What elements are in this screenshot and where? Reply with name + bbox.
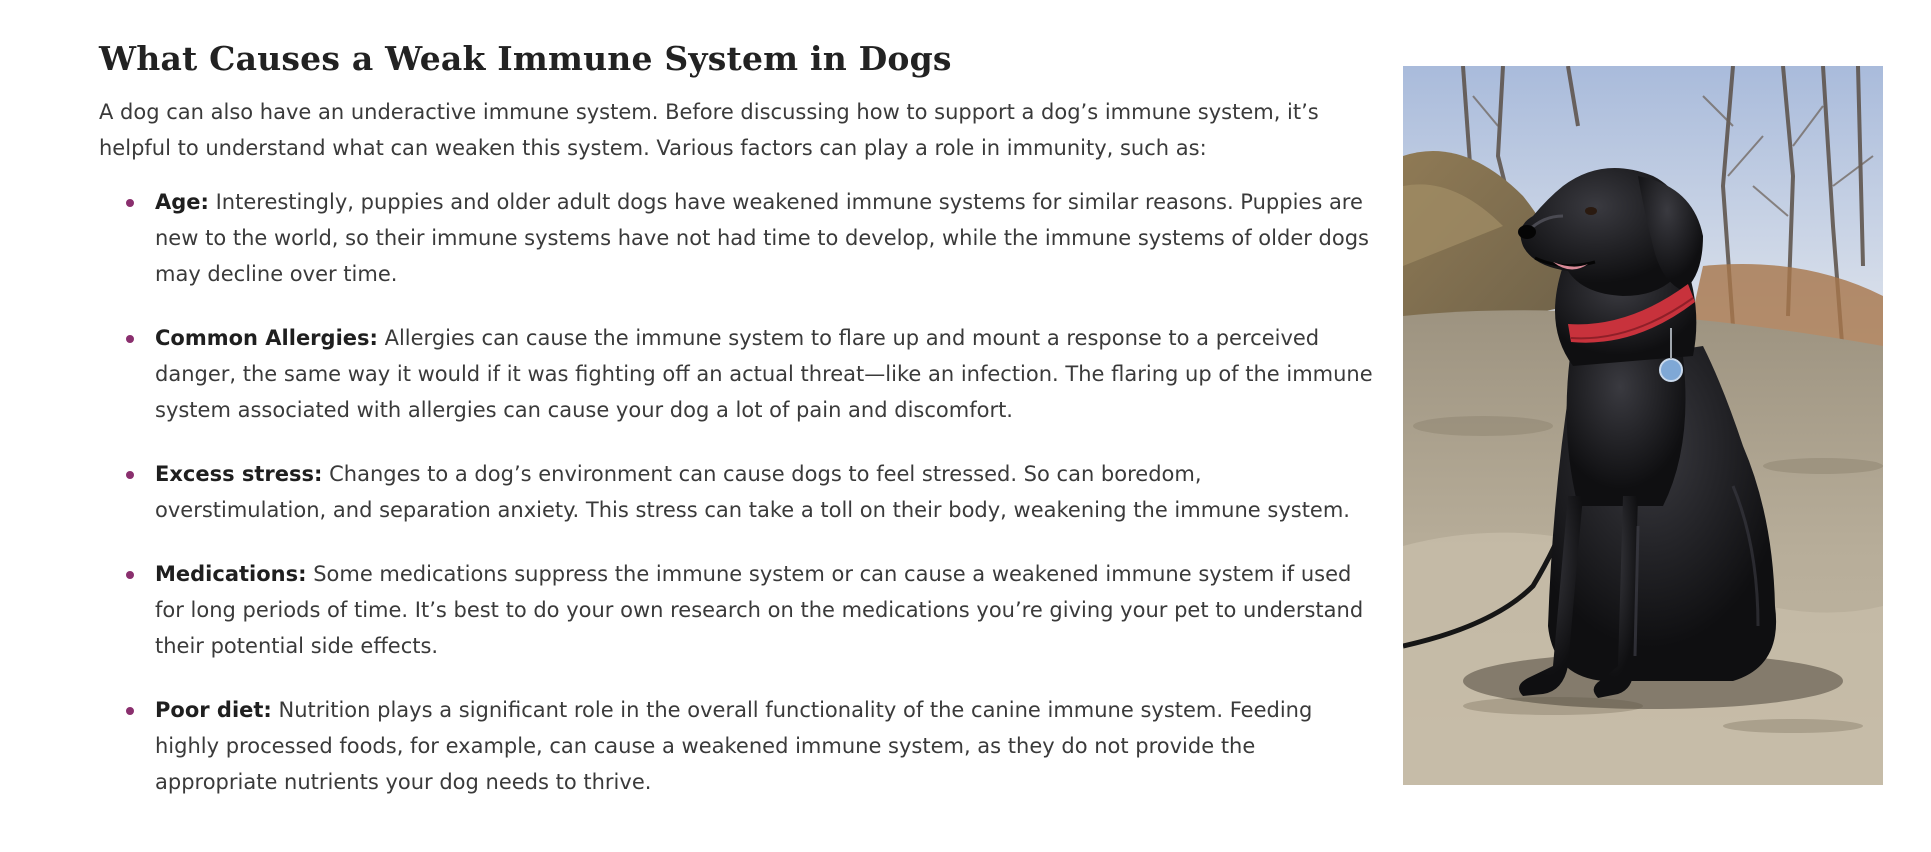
factor-text: Interestingly, puppies and older adult dogs have weakened immune systems for similar reasons. Puppies are new to the world, so their immune systems have not had time to develop, while the immune systems of older dogs may decline over time. xyxy=(155,190,1370,286)
factor-list xyxy=(99,184,1379,800)
factor-name: Common Allergies: xyxy=(155,326,378,350)
factor-name: Poor diet: xyxy=(155,698,272,722)
factor-item-diet xyxy=(99,692,1379,800)
bullet-dot-icon xyxy=(126,471,134,479)
section-heading: What Causes a Weak Immune System in Dogs xyxy=(99,39,952,78)
factor-item-allergies xyxy=(99,320,1379,428)
bullet-dot-icon xyxy=(126,707,134,715)
black-labrador-illustration xyxy=(1403,66,1883,785)
bullet-dot-icon xyxy=(126,571,134,579)
factor-text: Changes to a dog’s environment can cause dogs to feel stressed. So can boredom, overstimulation, and separation anxiety. This stress can take a toll on their body, weakening the immune system. xyxy=(155,462,1350,522)
factor-text: Some medications suppress the immune system or can cause a weakened immune system if used for long periods of time. It’s best to do your own research on the medications you’re giving your pet to understand their potential side effects. xyxy=(155,562,1364,658)
factor-text: Nutrition plays a significant role in the overall functionality of the canine immune system. Feeding highly processed foods, for example, can cause a weakened immune system, as they do not provide the appropriate nutrients your dog needs to thrive. xyxy=(155,698,1313,794)
factor-name: Medications: xyxy=(155,562,307,586)
factor-item-medications xyxy=(99,556,1379,664)
factor-item-age xyxy=(99,184,1379,292)
bullet-dot-icon xyxy=(126,199,134,207)
bullet-dot-icon xyxy=(126,335,134,343)
intro-paragraph: A dog can also have an underactive immune system. Before discussing how to support a dog’s immune system, it’s helpful to understand what can weaken this system. Various factors can play a role in immunity, such as: xyxy=(99,100,1319,160)
factor-name: Age: xyxy=(155,190,209,214)
article-section xyxy=(99,38,1379,800)
factor-name: Excess stress: xyxy=(155,462,323,486)
factor-text: Allergies can cause the immune system to flare up and mount a response to a perceived danger, the same way it would if it was fighting off an actual threat—like an infection. The flaring up of the immune system associated with allergies can cause your dog a lot of pain and discomfort. xyxy=(155,326,1373,422)
factor-item-stress xyxy=(99,456,1379,528)
dog-photo xyxy=(1403,66,1883,785)
